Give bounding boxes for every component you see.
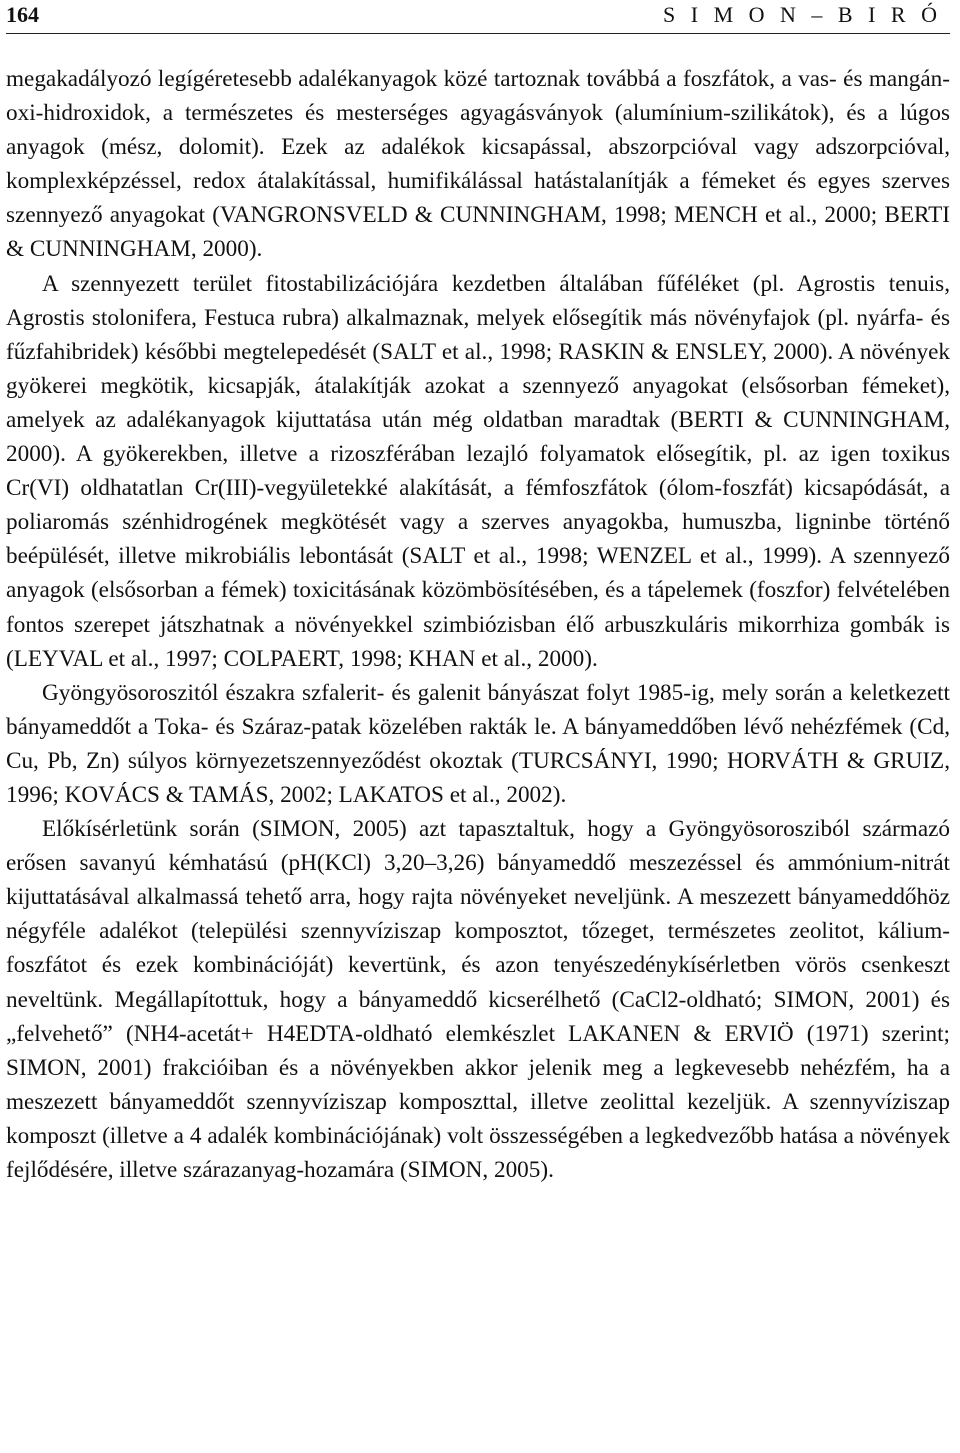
running-head-authors: S I M O N – B I R Ó [663, 2, 942, 27]
body-text [6, 62, 950, 1187]
paragraph-1: megakadályozó legígéretesebb adalékanyagok közé tartoznak továbbá a foszfátok, a vas- és mangán-oxi-hidroxidok, a természetes és mesterséges agyagásványok (alumínium-szilikátok), és a lúgos anyagok (mész, dolomit). Ezek az adalékok kicsapással, abszorpcióval vagy adszorpcióval, komplexképzéssel, redox átalakítással, humifikálással hatástalanítják a fémeket és egyes szerves szennyező anyagokat (VANGRONSVELD & CUNNINGHAM, 1998; MENCH et al., 2000; BERTI & CUNNINGHAM, 2000). [6, 66, 950, 263]
paragraph-2: A szennyezett terület fitostabilizációjára kezdetben általában fűféléket (pl. Agrostis tenuis, Agrostis stolonifera, Festuca rubra) alkalmaznak, melyek elősegítik más növényfajok (pl. nyárfa- és fűzfahibridek) későbbi megtelepedését (SALT et al., 1998; RASKIN & ENSLEY, 2000). A növények gyökerei megkötik, kicsapják, átalakítják azokat a szennyező anyagokat (elsősorban fémeket), amelyek az adalékanyagok kijuttatása után még oldatban maradtak (BERTI & CUNNINGHAM, 2000). A gyökerekben, illetve a rizoszférában lezajló folyamatok elősegítik, pl. az igen toxikus Cr(VI) oldhatatlan Cr(III)-vegyületekké alakítását, a fémfoszfátok (ólom-foszfát) kicsapódását, a poliaromás szénhidrogének megkötését vagy a szerves anyagokba, humuszba, ligninbe történő beépülését, illetve mikrobiális lebontását (SALT et al., 1998; WENZEL et al., 1999). A szennyező anyagok (elsősorban a fémek) toxicitásának közömbösítésében, és a tápelemek (foszfor) felvételében fontos szerepet játszhatnak a növényekkel szimbiózisban élő arbuszkuláris mikorrhiza gombák is (LEYVAL et al., 1997; COLPAERT, 1998; KHAN et al., 2000). [6, 270, 950, 672]
paragraph-4: Előkísérletünk során (SIMON, 2005) azt tapasztaltuk, hogy a Gyöngyösorosziból származó erősen savanyú kémhatású (pH(KCl) 3,20–3,26) bányameddő meszezéssel és ammónium-nitrát kijuttatásával alkalmassá tehető arra, hogy rajta növényeket neveljünk. A meszezett bányameddőhöz négyféle adalékot (települési szennyvíziszap komposztot, tőzeget, természetes zeolitot, kálium-foszfátot és ezek kombinációját) kevertünk, és azon tenyészedénykísérletben vörös csenkeszt neveltünk. Megállapítottuk, hogy a bányameddő kicserélhető (CaCl2-oldható; SIMON, 2001) és „felvehető” (NH4-acetát+ H4EDTA-oldható elemkészlet LAKANEN & ERVIÖ (1971) szerint; SIMON, 2001) frakcióiban és a növényekben akkor jelenik meg a legkevesebb nehézfém, ha a meszezett bányameddőt szennyvíziszap komposzttal, illetve zeolittal kezeljük. A szennyvíziszap komposzt (illetve a 4 adalék kombinációjának) volt összességében a legkedvezőbb hatása a növények fejlődésére, illetve szárazanyag-hozamára (SIMON, 2005). [6, 816, 950, 1183]
page-header [6, 0, 950, 34]
paragraph-3: Gyöngyösoroszitól északra szfalerit- és galenit bányászat folyt 1985-ig, mely során a keletkezett bányameddőt a Toka- és Száraz-patak közelében rakták le. A bányameddőben lévő nehézfémek (Cd, Cu, Pb, Zn) súlyos környezetszennyeződést okoztak (TURCSÁNYI, 1990; HORVÁTH & GRUIZ, 1996; KOVÁCS & TAMÁS, 2002; LAKATOS et al., 2002). [6, 679, 950, 808]
page-number: 164 [6, 2, 39, 27]
